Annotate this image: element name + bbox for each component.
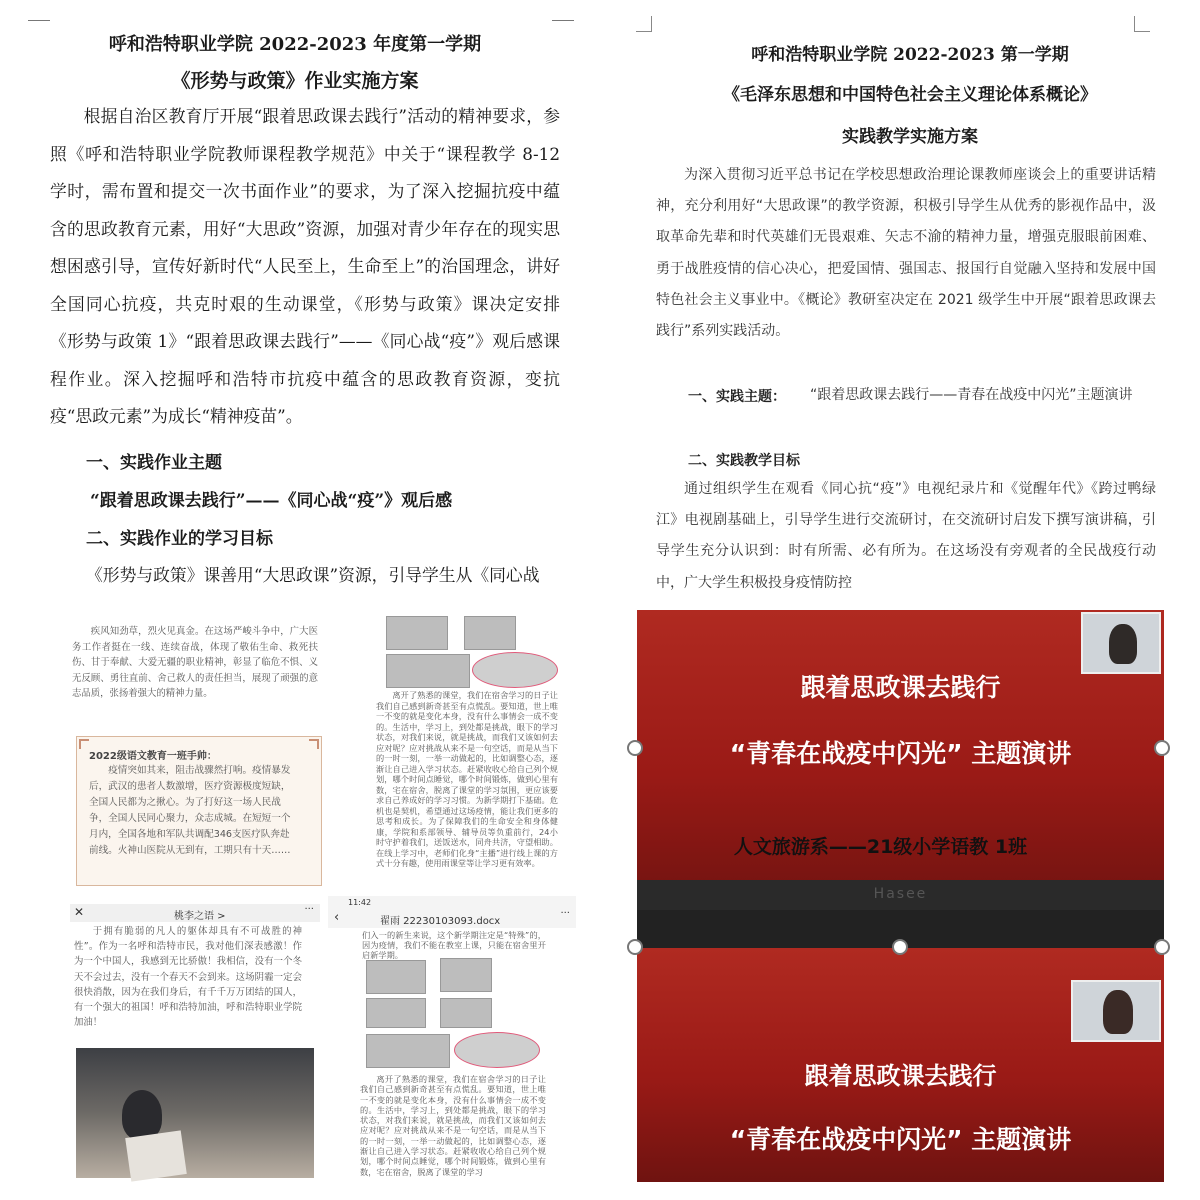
student-reading-photo — [76, 1048, 314, 1178]
ornament-corner — [79, 739, 89, 749]
laptop-brand-logo: Hasee — [873, 886, 928, 902]
slide-bottom-subtitle: “青春在战疫中闪光” 主题演讲 — [729, 1125, 1072, 1154]
close-icon[interactable]: ✕ — [74, 905, 85, 919]
doc-left-title-1: 呼和浩特职业学院 2022-2023 年度第一学期 — [108, 34, 482, 55]
homework-photo-thumbnail — [440, 958, 492, 992]
essay-text-block: 于拥有脆弱的凡人的躯体却具有不可战胜的神性”。作为一名呼和浩特市民，我对他们深表感激！作为一个中国人，我感到无比骄傲！我相信，没有一个冬天不会过去，没有一个春天不会到来。这场阴霾一定会很快消散，因为在我们身后，有千千万万团结的国人，有一个强大的祖国！呼和浩特加油，呼和浩特职业学院加油！ — [74, 926, 302, 1029]
doc-left-last-line: 《形势与政策》课善用“大思政课”资源，引导学生从《同心战 — [86, 565, 540, 585]
ornament-corner — [309, 739, 319, 749]
presentation-screenshots — [637, 610, 1164, 1182]
phone-title-bar — [328, 896, 576, 928]
slide-top-title: 跟着思政课去践行 — [800, 673, 1001, 702]
homework-photo-thumbnail — [454, 1032, 540, 1068]
student-figure — [122, 1090, 162, 1140]
phone-left-title: 桃李之语 > — [174, 911, 226, 922]
participant-avatar — [1109, 624, 1137, 664]
doc-left-heading-2: 二、实践作业的学习目标 — [86, 529, 273, 549]
more-icon[interactable]: ··· — [304, 904, 314, 915]
page-corner-mark — [636, 16, 652, 32]
resize-handle[interactable] — [627, 740, 643, 756]
doc-right-paragraph-1: 为深入贯彻习近平总书记在学校思想政治理论课教师座谈会上的重要讲话精神，充分利用好“大思政课”的教学资源，积极引导学生从优秀的影视作品中，汲取革命先辈和时代英雄们无畏艰难、矢志不渝的精神力量，增强克服眼前困难、勇于战胜疫情的信心决心，把爱国情、强国志、报国行自觉融入坚持和发展中国特色社会主义事业中。《概论》教研室决定在 2021 级学生中开展“跟着思政课去践行”系列实践活动。 — [656, 167, 1156, 340]
video-call-thumbnail[interactable] — [1071, 980, 1161, 1042]
essay-text-block: 离开了熟悉的课堂，我们在宿舍学习的日子让我们自己感到新奇甚至有点慌乱。要知道，世上唯一不变的就是变化本身，没有什么事情会一成不变的。生活中，学习上，到处都是挑战，眼下的学习状态，对我们来说，就是挑战，而我们又该如何去应对呢？应对挑战从来不是一句空话，而是从当下的一时一刻，一举一动做起的，比如调整心态，逐渐让自己进入学习状态。赶紧收收心给自己列个规划，哪个时间点睡觉，哪个时间锻炼，做到心里有数，宅在宿舍，脱离了课堂的学习 — [360, 1074, 546, 1177]
more-icon[interactable]: ··· — [560, 908, 570, 919]
participant-avatar — [1103, 990, 1133, 1034]
laptop-bezel — [637, 880, 1164, 910]
slide-top — [637, 610, 1164, 910]
doc-right-title-1: 呼和浩特职业学院 2022-2023 第一学期 — [751, 45, 1069, 65]
doc-left-page — [0, 0, 590, 600]
doc-left-theme: “跟着思政课去践行”——《同心战“疫”》观后感 — [90, 491, 453, 511]
slide-bottom — [637, 948, 1164, 1182]
essay-card-title: 2022级语文教育一班手帅： — [89, 751, 217, 762]
doc-right-heading-1: 一、实践主题： — [688, 389, 786, 405]
homework-photo-thumbnail — [366, 998, 426, 1028]
essay-card — [76, 736, 322, 886]
homework-photo-thumbnail — [366, 1034, 450, 1068]
homework-photo-thumbnail — [366, 960, 426, 994]
slide-top-class: 人文旅游系——21级小学语教 1班 — [733, 836, 1028, 858]
resize-handle[interactable] — [627, 939, 643, 955]
doc-right-heading-2: 二、实践教学目标 — [688, 453, 800, 469]
doc-left-title-2: 《形势与政策》作业实施方案 — [171, 70, 419, 92]
slide-bottom-title: 跟着思政课去践行 — [804, 1062, 997, 1090]
resize-handle[interactable] — [892, 939, 908, 955]
resize-handle[interactable] — [1154, 740, 1170, 756]
page-corner-mark — [1134, 16, 1150, 32]
doc-right-paragraph-2: 通过组织学生在观看《同心抗“疫”》电视纪录片和《觉醒年代》《跨过鸭绿江》电视剧基础上，引导学生进行交流研讨，在交流研讨启发下撰写演讲稿，引导学生充分认识到：时有所需、必有所为。在这场没有旁观者的全民战疫行动中，广大学生积极投身疫情防控 — [656, 481, 1156, 590]
homework-photo-thumbnail — [386, 616, 448, 650]
homework-collage — [62, 608, 592, 1200]
slide-top-subtitle: “青春在战疫中闪光” 主题演讲 — [729, 739, 1072, 768]
doc-right-title-3: 实践教学实施方案 — [842, 127, 978, 147]
doc-right-title-2: 《毛泽东思想和中国特色社会主义理论体系概论》 — [723, 85, 1097, 105]
doc-right-page — [620, 0, 1200, 590]
page-corner-mark — [552, 20, 574, 21]
phone-right-title: 翟雨 22230103093.docx — [380, 916, 501, 927]
doc-left-paragraph: 根据自治区教育厅开展“跟着思政课去践行”活动的精神要求，参照《呼和浩特职业学院教师课程教学规范》中关于“课程教学 8-12 学时，需布置和提交一次书面作业”的要求，为了深入挖掘抗疫中蕴含的思政教育元素，用好“大思政”资源，加强对青少年存在的现实思想困惑引导，宣传好新时代“人民至上，生命至上”的治国理念，讲好全国同心抗疫，共克时艰的生动课堂，《形势与政策》课决定安排《形势与政策 1》“跟着思政课去践行”——《同心战“疫”》观后感课程作业。深入挖掘呼和浩特市抗疫中蕴含的思政教育资源，变抗疫“思政元素”为成长“精神疫苗”。 — [50, 106, 560, 426]
phone-title-bar — [70, 904, 320, 922]
homework-photo-thumbnail — [472, 652, 558, 688]
essay-text-block: 疾风知劲草，烈火见真金。在这场严峻斗争中，广大医务工作者挺在一线、连续奋战，体现了敬佑生命、救死扶伤、甘于奉献、大爱无疆的职业精神，彰显了临危不惧、义无反顾、勇往直前、舍己救人的责任担当，展现了顽强的意志品质，张扬着强大的精神力量。 — [72, 626, 318, 700]
doc-left-heading-1: 一、实践作业主题 — [86, 453, 222, 473]
notebook-icon — [125, 1130, 187, 1181]
essay-text-block: 们入一的新生来说，这个新学期注定是“特殊”的，因为疫情，我们不能在教室上课，只能在宿舍里开启新学期。 — [362, 930, 546, 960]
back-icon[interactable]: ‹ — [334, 910, 340, 925]
doc-right-theme: “跟着思政课去践行——青春在战疫中闪光”主题演讲 — [810, 387, 1133, 403]
homework-photo-thumbnail — [440, 998, 492, 1028]
essay-card-text: 疫情突如其来，阻击战骤然打响。疫情暴发后，武汉的患者人数激增，医疗资源极度短缺，全国人民都为之揪心。为了打好这一场人民战争，全国人民同心聚力，众志成城。在短短一个月内，全国各地和军队共调配346支医疗队奔赴前线。火神山医院从无到有，工期只有十天…… — [89, 765, 291, 856]
video-call-thumbnail[interactable] — [1081, 612, 1161, 674]
homework-photo-thumbnail — [464, 616, 516, 650]
homework-photo-thumbnail — [386, 654, 470, 688]
phone-status-time: 11:42 — [348, 898, 372, 907]
essay-text-block: 离开了熟悉的课堂，我们在宿舍学习的日子让我们自己感到新奇甚至有点慌乱。要知道，世上唯一不变的就是变化本身，没有什么事情会一成不变的。生活中，学习上，到处都是挑战，眼下的学习状态，对我们来说，就是挑战，而我们又该如何去应对呢？应对挑战从来不是一句空话，而是从当下的一时一刻，一举一动做起的，比如调整心态，逐渐让自己进入学习状态。赶紧收收心给自己列个规划，哪个时间点睡觉，哪个时间锻炼，做到心里有数，宅在宿舍，脱离了课堂的学习氛围，更应该要求自己养成好的学习习惯。为新学期打下基础。危机也是契机，希望通过这场疫情，能让我们更多的思考和成长。为了保障我们的生命安全和身体健康，学院和系部领导、辅导员等负重前行，24小时守护着我们，送饭送水，同舟共济，守望相助。在线上学习中，老师们化身“主播”进行线上课的方式十分有趣，使用雨课堂等让学习更有效率。 — [376, 690, 558, 868]
resize-handle[interactable] — [1154, 939, 1170, 955]
page-corner-mark — [28, 20, 50, 21]
